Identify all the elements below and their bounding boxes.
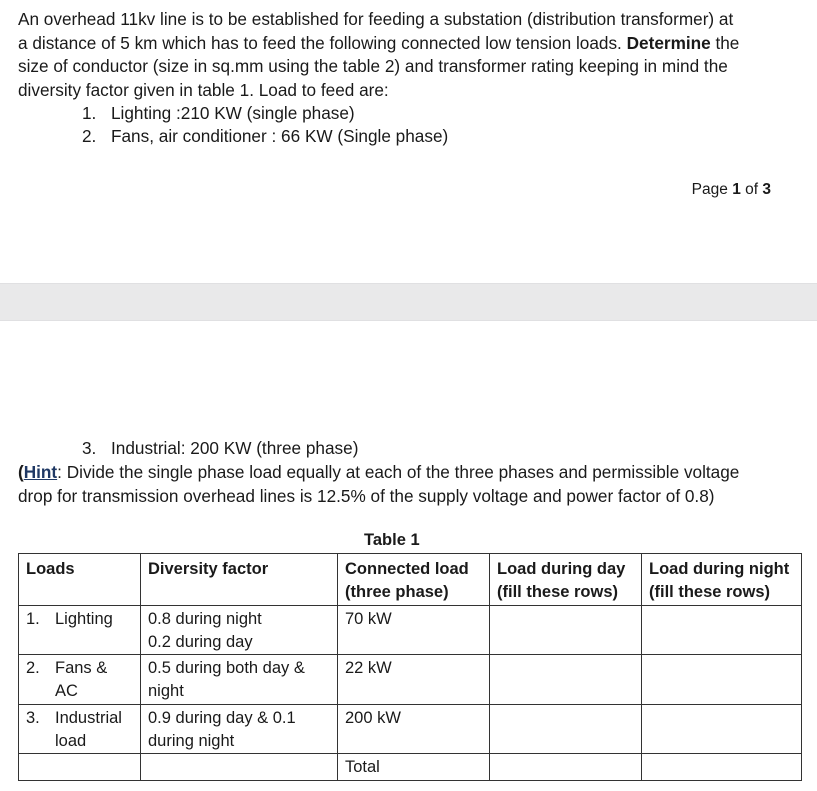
intro-line-2-end: the xyxy=(715,32,740,53)
diversity-table xyxy=(18,553,802,781)
header-night: Load during night (fill these rows) xyxy=(642,554,802,606)
empty-cell xyxy=(19,754,141,780)
header-loads: Loads xyxy=(19,554,141,606)
connected-cell: 200 kW xyxy=(338,704,490,754)
list-item: 3. Industrial: 200 KW (three phase) xyxy=(82,438,359,458)
load-name-cell: 3. Industrial load xyxy=(19,704,141,754)
table-header-row xyxy=(19,554,802,606)
total-day-cell[interactable] xyxy=(490,754,642,780)
list-item: 2. Fans, air conditioner : 66 KW (Single phase) xyxy=(82,126,449,146)
intro-line-2: a distance of 5 km which has to feed the following connected low tension loads. xyxy=(18,32,622,53)
diversity-cell: 0.5 during both day & night xyxy=(141,655,338,705)
hint-label: Hint xyxy=(23,462,58,482)
night-load-cell[interactable] xyxy=(642,605,802,655)
table-caption: Table 1 xyxy=(364,531,420,549)
question-intro xyxy=(18,8,798,102)
determine-keyword: Determine xyxy=(626,32,711,53)
night-load-cell[interactable] xyxy=(642,704,802,754)
diversity-cell: 0.8 during night 0.2 during day xyxy=(141,605,338,655)
header-day: Load during day (fill these rows) xyxy=(490,554,642,606)
intro-line-4: diversity factor given in table 1. Load to feed are: xyxy=(18,79,389,100)
table-row xyxy=(19,704,802,754)
empty-cell xyxy=(141,754,338,780)
total-night-cell[interactable] xyxy=(642,754,802,780)
table-row xyxy=(19,605,802,655)
list-item: 1. Lighting :210 KW (single phase) xyxy=(82,103,355,123)
load-name-cell: 2. Fans & AC xyxy=(19,655,141,705)
intro-line-3: size of conductor (size in sq.mm using the table 2) and transformer rating keeping in mind the xyxy=(18,56,728,76)
header-connected: Connected load (three phase) xyxy=(338,554,490,606)
page-break-divider xyxy=(0,283,817,321)
intro-line-1: An overhead 11kv line is to be established for feeding a substation (distribution transformer) at xyxy=(18,9,734,29)
hint-paragraph: (Hint: Divide the single phase load equally at each of the three phases and permissible voltage drop for transmission overhead lines is 12.5% of the supply voltage and power factor of 0.8) xyxy=(18,462,740,506)
day-load-cell[interactable] xyxy=(490,605,642,655)
total-label-cell: Total xyxy=(338,754,490,780)
diversity-cell: 0.9 during day & 0.1 during night xyxy=(141,704,338,754)
header-diversity: Diversity factor xyxy=(141,554,338,606)
table-total-row xyxy=(19,754,802,780)
day-load-cell[interactable] xyxy=(490,704,642,754)
page-footer: Page 1 of 3 xyxy=(691,181,771,198)
night-load-cell[interactable] xyxy=(642,655,802,705)
connected-cell: 70 kW xyxy=(338,605,490,655)
load-name-cell: 1. Lighting xyxy=(19,605,141,655)
connected-cell: 22 kW xyxy=(338,655,490,705)
table-row xyxy=(19,655,802,705)
day-load-cell[interactable] xyxy=(490,655,642,705)
